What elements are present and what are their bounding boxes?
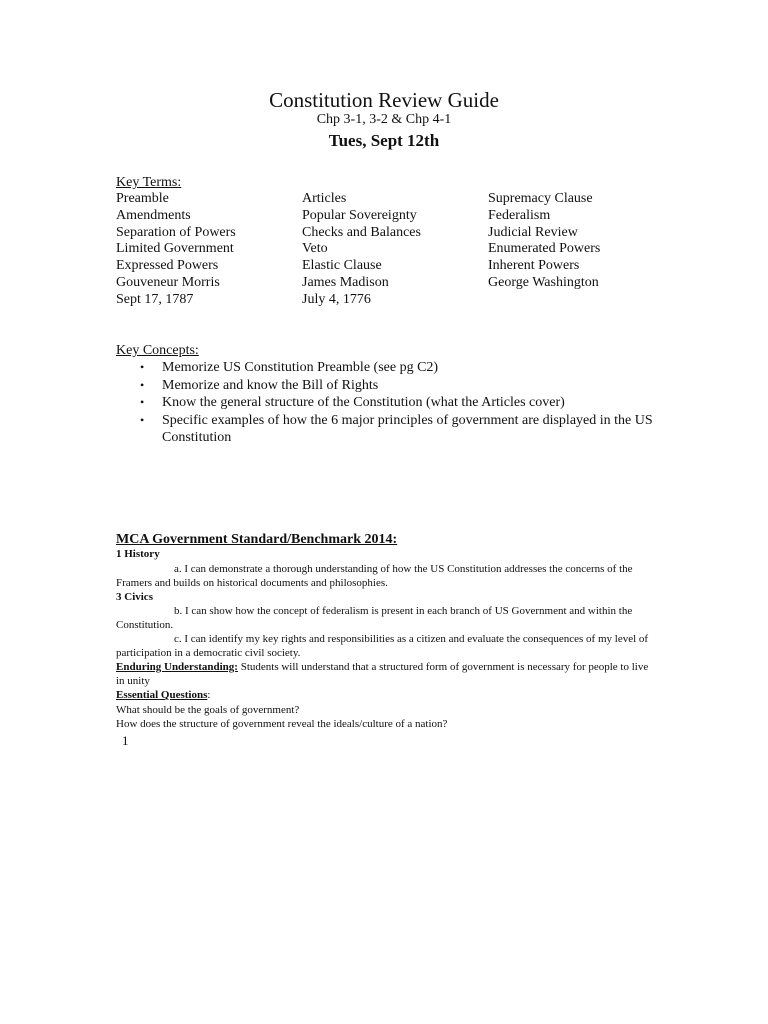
civics-benchmark-c: c. I can identify my key rights and responsibilities as a citizen and evaluate the consequences of my level of participation in a democratic civil society. [116,633,649,659]
civics-benchmark-b: b. I can show how the concept of federalism is present in each branch of US Government and within the Constitution. [116,605,633,631]
essential-question-1: What should be the goals of government? [116,704,300,716]
list-item [116,377,656,395]
term-cell: Amendments [116,207,191,223]
list-item [116,412,656,447]
mca-standard-heading: MCA Government Standard/Benchmark 2014: [116,532,398,547]
term-cell: Separation of Powers [116,224,236,240]
key-terms-heading: Key Terms: [116,175,182,190]
term-cell: James Madison [302,274,389,290]
term-cell: Enumerated Powers [488,241,601,257]
concept-text: Specific examples of how the 6 major principles of government are displayed in the US Constitution [162,412,653,446]
essential-question-2: How does the structure of government reveal the ideals/culture of a nation? [116,718,448,730]
term-cell: Sept 17, 1787 [116,291,194,307]
enduring-understanding-label: Enduring Understanding: [116,661,238,673]
key-concepts-heading: Key Concepts: [116,343,199,358]
essential-questions-colon: : [207,689,211,701]
term-cell: Federalism [488,207,551,223]
key-concepts-list [116,359,656,447]
bullet-icon: • [140,360,145,374]
enduring-understanding [116,660,656,688]
term-cell: Limited Government [116,241,234,257]
bullet-icon: • [140,377,145,392]
term-cell [488,292,676,309]
term-cell: July 4, 1776 [302,291,371,307]
bullet-icon: • [140,412,145,427]
term-cell: Checks and Balances [302,224,421,240]
term-cell: Articles [302,191,347,206]
key-terms-grid [116,191,676,309]
term-cell: George Washington [488,274,599,290]
term-cell: Elastic Clause [302,258,382,274]
term-cell: Expressed Powers [116,258,219,274]
history-benchmark-a: a. I can demonstrate a thorough understanding of how the US Constitution addresses the concerns of the Framers and builds on historical documents and philosophies. [116,563,633,589]
term-cell: Popular Sovereignty [302,207,417,223]
review-date: Tues, Sept 12th [328,131,440,150]
page-title: Constitution Review Guide [269,88,499,112]
list-item [116,359,656,377]
bullet-icon: • [140,395,145,410]
chapter-subtitle: Chp 3-1, 3-2 & Chp 4-1 [316,112,452,127]
essential-questions-label: Essential Questions [116,689,208,701]
term-cell: Supremacy Clause [488,191,593,206]
history-label: 1 History [116,548,160,560]
concept-text: Know the general structure of the Constitution (what the Articles cover) [162,395,565,411]
civics-label: 3 Civics [116,591,153,603]
page-number: 1 [122,733,129,748]
term-cell: Veto [302,241,328,257]
term-cell: Judicial Review [488,224,578,240]
term-cell: Inherent Powers [488,258,580,274]
concept-text: Memorize US Constitution Preamble (see pg C2) [162,360,439,375]
term-cell: Preamble [116,191,169,206]
enduring-understanding-text: Students will understand that a structured form of government is necessary for people to live in unity [116,661,649,687]
term-cell: Gouveneur Morris [116,274,220,290]
concept-text: Memorize and know the Bill of Rights [162,377,379,393]
essential-questions-heading [116,688,656,702]
list-item [116,394,656,412]
